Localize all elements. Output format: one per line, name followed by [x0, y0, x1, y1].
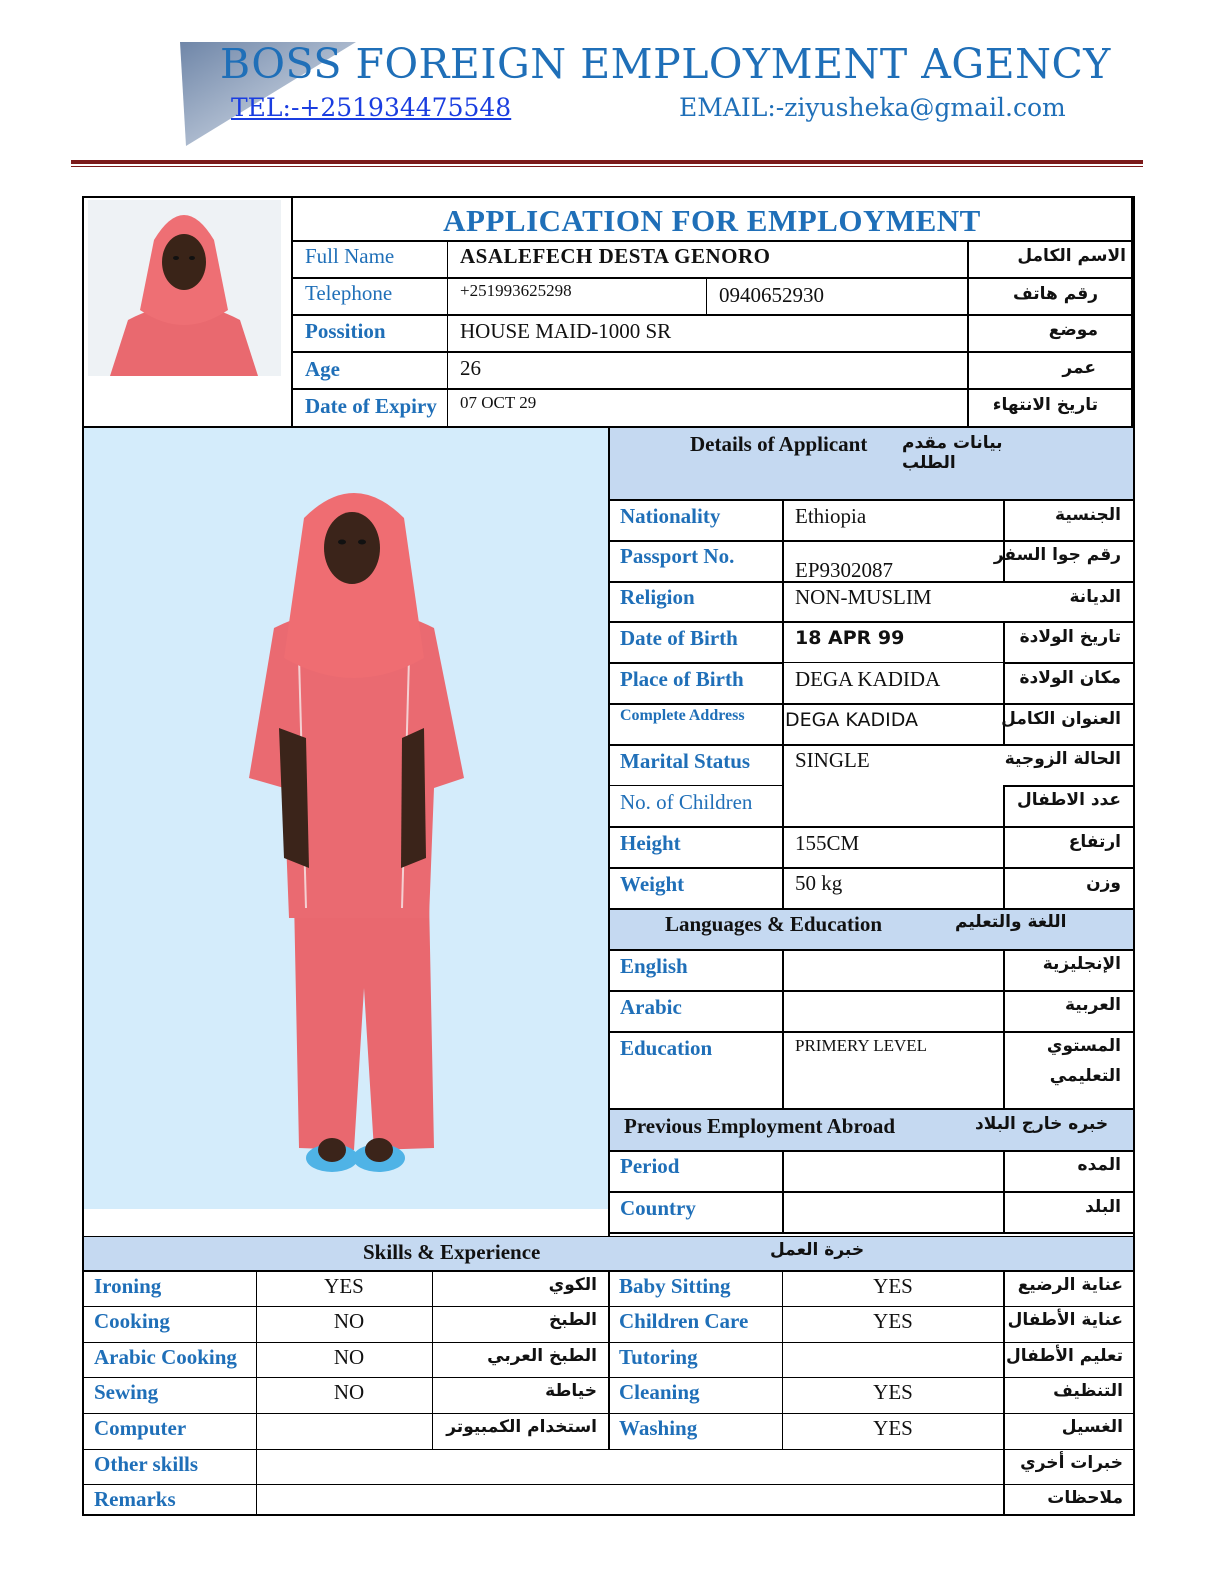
other-skills-ar: خبرات أخري — [1020, 1453, 1123, 1473]
value-nationality: Ethiopia — [795, 504, 867, 528]
label-height: Height — [620, 831, 681, 855]
label-weight: Weight — [620, 872, 685, 896]
value-education: PRIMERY LEVEL — [795, 1036, 928, 1055]
skill-tutoring-ar: تعليم الأطفال — [1006, 1346, 1123, 1366]
remarks-label: Remarks — [94, 1487, 176, 1511]
passport-photo — [88, 200, 281, 376]
ar-address: العنوان الكامل — [1001, 709, 1121, 729]
label-religion: Religion — [620, 585, 695, 609]
ar-country: البلد — [1085, 1197, 1121, 1217]
agency-email: EMAIL:-ziyusheka@gmail.com — [679, 93, 1066, 122]
skill-ironing-value: YES — [324, 1274, 364, 1298]
languages-title-ar: اللغة والتعليم — [955, 912, 1067, 932]
skill-baby-sitting-label: Baby Sitting — [619, 1274, 731, 1298]
skill-sewing-label: Sewing — [94, 1380, 159, 1404]
value-passport: EP9302087 — [795, 558, 894, 582]
ar-nationality: الجنسية — [1055, 505, 1121, 525]
label-english: English — [620, 954, 688, 978]
value-expiry: 07 OCT 29 — [460, 393, 537, 412]
skill-computer-ar: استخدام الكمبيوتر — [446, 1417, 597, 1437]
skill-cleaning-value: YES — [873, 1380, 913, 1404]
skill-children-care-label: Children Care — [619, 1309, 749, 1333]
skill-arabic-cooking-value: NO — [333, 1345, 365, 1369]
form-title: APPLICATION FOR EMPLOYMENT — [443, 203, 981, 238]
ar-pob: مكان الولادة — [1019, 668, 1121, 688]
skill-cooking-value: NO — [333, 1309, 365, 1333]
details-title: Details of Applicant — [690, 432, 868, 456]
full-body-photo — [84, 428, 608, 1209]
skills-header — [84, 1237, 1133, 1270]
skill-tutoring-label: Tutoring — [619, 1345, 698, 1369]
value-address: DEGA KADIDA — [785, 709, 919, 731]
skill-washing-ar: الغسيل — [1061, 1417, 1123, 1437]
skills-title: Skills & Experience — [363, 1240, 541, 1264]
ar-age: عمر — [1062, 358, 1096, 378]
label-children: No. of Children — [620, 790, 753, 814]
details-title-ar: بيانات مقدم الطلب — [902, 433, 1003, 473]
ar-arabic: العربية — [1064, 995, 1121, 1015]
value-marital: SINGLE — [795, 748, 870, 772]
skill-sewing-ar: خياطة — [545, 1381, 597, 1401]
skill-computer-label: Computer — [94, 1416, 187, 1440]
ar-religion: الديانة — [1069, 587, 1121, 607]
label-age: Age — [305, 357, 340, 381]
value-pob: DEGA KADIDA — [795, 667, 941, 691]
value-dob: 18 APR 99 — [795, 627, 905, 649]
agency-phone-link[interactable]: TEL:-+251934475548 — [231, 93, 512, 122]
skill-cleaning-label: Cleaning — [619, 1380, 700, 1404]
skill-children-care-ar: عناية الأطفال — [1007, 1310, 1123, 1330]
skill-sewing-value: NO — [333, 1380, 365, 1404]
label-country: Country — [620, 1196, 696, 1220]
skill-arabic-cooking-label: Arabic Cooking — [94, 1345, 237, 1369]
ar-passport: رقم جوا السفر — [993, 545, 1121, 565]
skill-cooking-label: Cooking — [94, 1309, 170, 1333]
label-period: Period — [620, 1154, 680, 1178]
value-telephone: +251993625298 — [460, 281, 572, 300]
header-rule-thin — [71, 166, 1143, 167]
value-religion: NON-MUSLIM — [795, 585, 932, 609]
remarks-ar: ملاحظات — [1047, 1488, 1123, 1508]
ar-children: عدد الاطفال — [1017, 790, 1121, 810]
ar-marital: الحالة الزوجية — [1004, 749, 1121, 769]
ar-telephone: رقم هاتف — [1013, 284, 1098, 304]
label-address: Complete Address — [620, 707, 745, 724]
ar-height: ارتفاع — [1068, 832, 1121, 852]
label-passport: Passport No. — [620, 544, 735, 568]
ar-weight: وزن — [1086, 873, 1121, 893]
skill-washing-label: Washing — [619, 1416, 698, 1440]
languages-title: Languages & Education — [665, 912, 883, 936]
label-education: Education — [620, 1036, 713, 1060]
ar-expiry: تاريخ الانتهاء — [992, 395, 1098, 415]
value-telephone-2: 0940652930 — [719, 283, 824, 307]
skill-baby-sitting-ar: عناية الرضيع — [1017, 1275, 1123, 1295]
previous-title-ar: خبره خارج البلاد — [975, 1114, 1109, 1134]
skill-children-care-value: YES — [873, 1309, 913, 1333]
skill-baby-sitting-value: YES — [873, 1274, 913, 1298]
label-arabic: Arabic — [620, 995, 682, 1019]
value-height: 155CM — [795, 831, 860, 855]
value-position: HOUSE MAID-1000 SR — [460, 319, 672, 343]
label-expiry: Date of Expiry — [305, 394, 437, 418]
label-dob: Date of Birth — [620, 626, 738, 650]
value-age: 26 — [460, 356, 481, 380]
value-full-name: ASALEFECH DESTA GENORO — [460, 244, 771, 268]
label-nationality: Nationality — [620, 504, 721, 528]
ar-full-name: الاسم الكامل — [1017, 246, 1126, 266]
skill-arabic-cooking-ar: الطبخ العربي — [487, 1346, 597, 1366]
ar-position: موضع — [1048, 320, 1098, 340]
agency-name: BOSS FOREIGN EMPLOYMENT AGENCY — [220, 40, 1111, 88]
label-full-name: Full Name — [305, 244, 395, 268]
skill-ironing-label: Ironing — [94, 1274, 162, 1298]
skill-ironing-ar: الكوي — [548, 1275, 597, 1295]
label-pob: Place of Birth — [620, 667, 744, 691]
skill-washing-value: YES — [873, 1416, 913, 1440]
details-header — [610, 428, 1133, 499]
value-weight: 50 kg — [795, 871, 843, 895]
label-marital: Marital Status — [620, 749, 751, 773]
previous-title: Previous Employment Abroad — [624, 1114, 896, 1138]
header-rule — [71, 160, 1143, 164]
ar-education-2: التعليمي — [1049, 1066, 1121, 1086]
label-position: Possition — [305, 319, 386, 343]
ar-dob: تاريخ الولادة — [1019, 627, 1121, 647]
skill-cooking-ar: الطبخ — [549, 1310, 597, 1330]
skills-title-ar: خبرة العمل — [770, 1240, 865, 1260]
ar-period: المده — [1077, 1155, 1121, 1175]
skill-cleaning-ar: التنظيف — [1053, 1381, 1123, 1401]
ar-education: المستوي — [1046, 1036, 1121, 1056]
ar-english: الإنجليزية — [1042, 954, 1121, 974]
other-skills-label: Other skills — [94, 1452, 199, 1476]
label-telephone: Telephone — [305, 281, 393, 305]
